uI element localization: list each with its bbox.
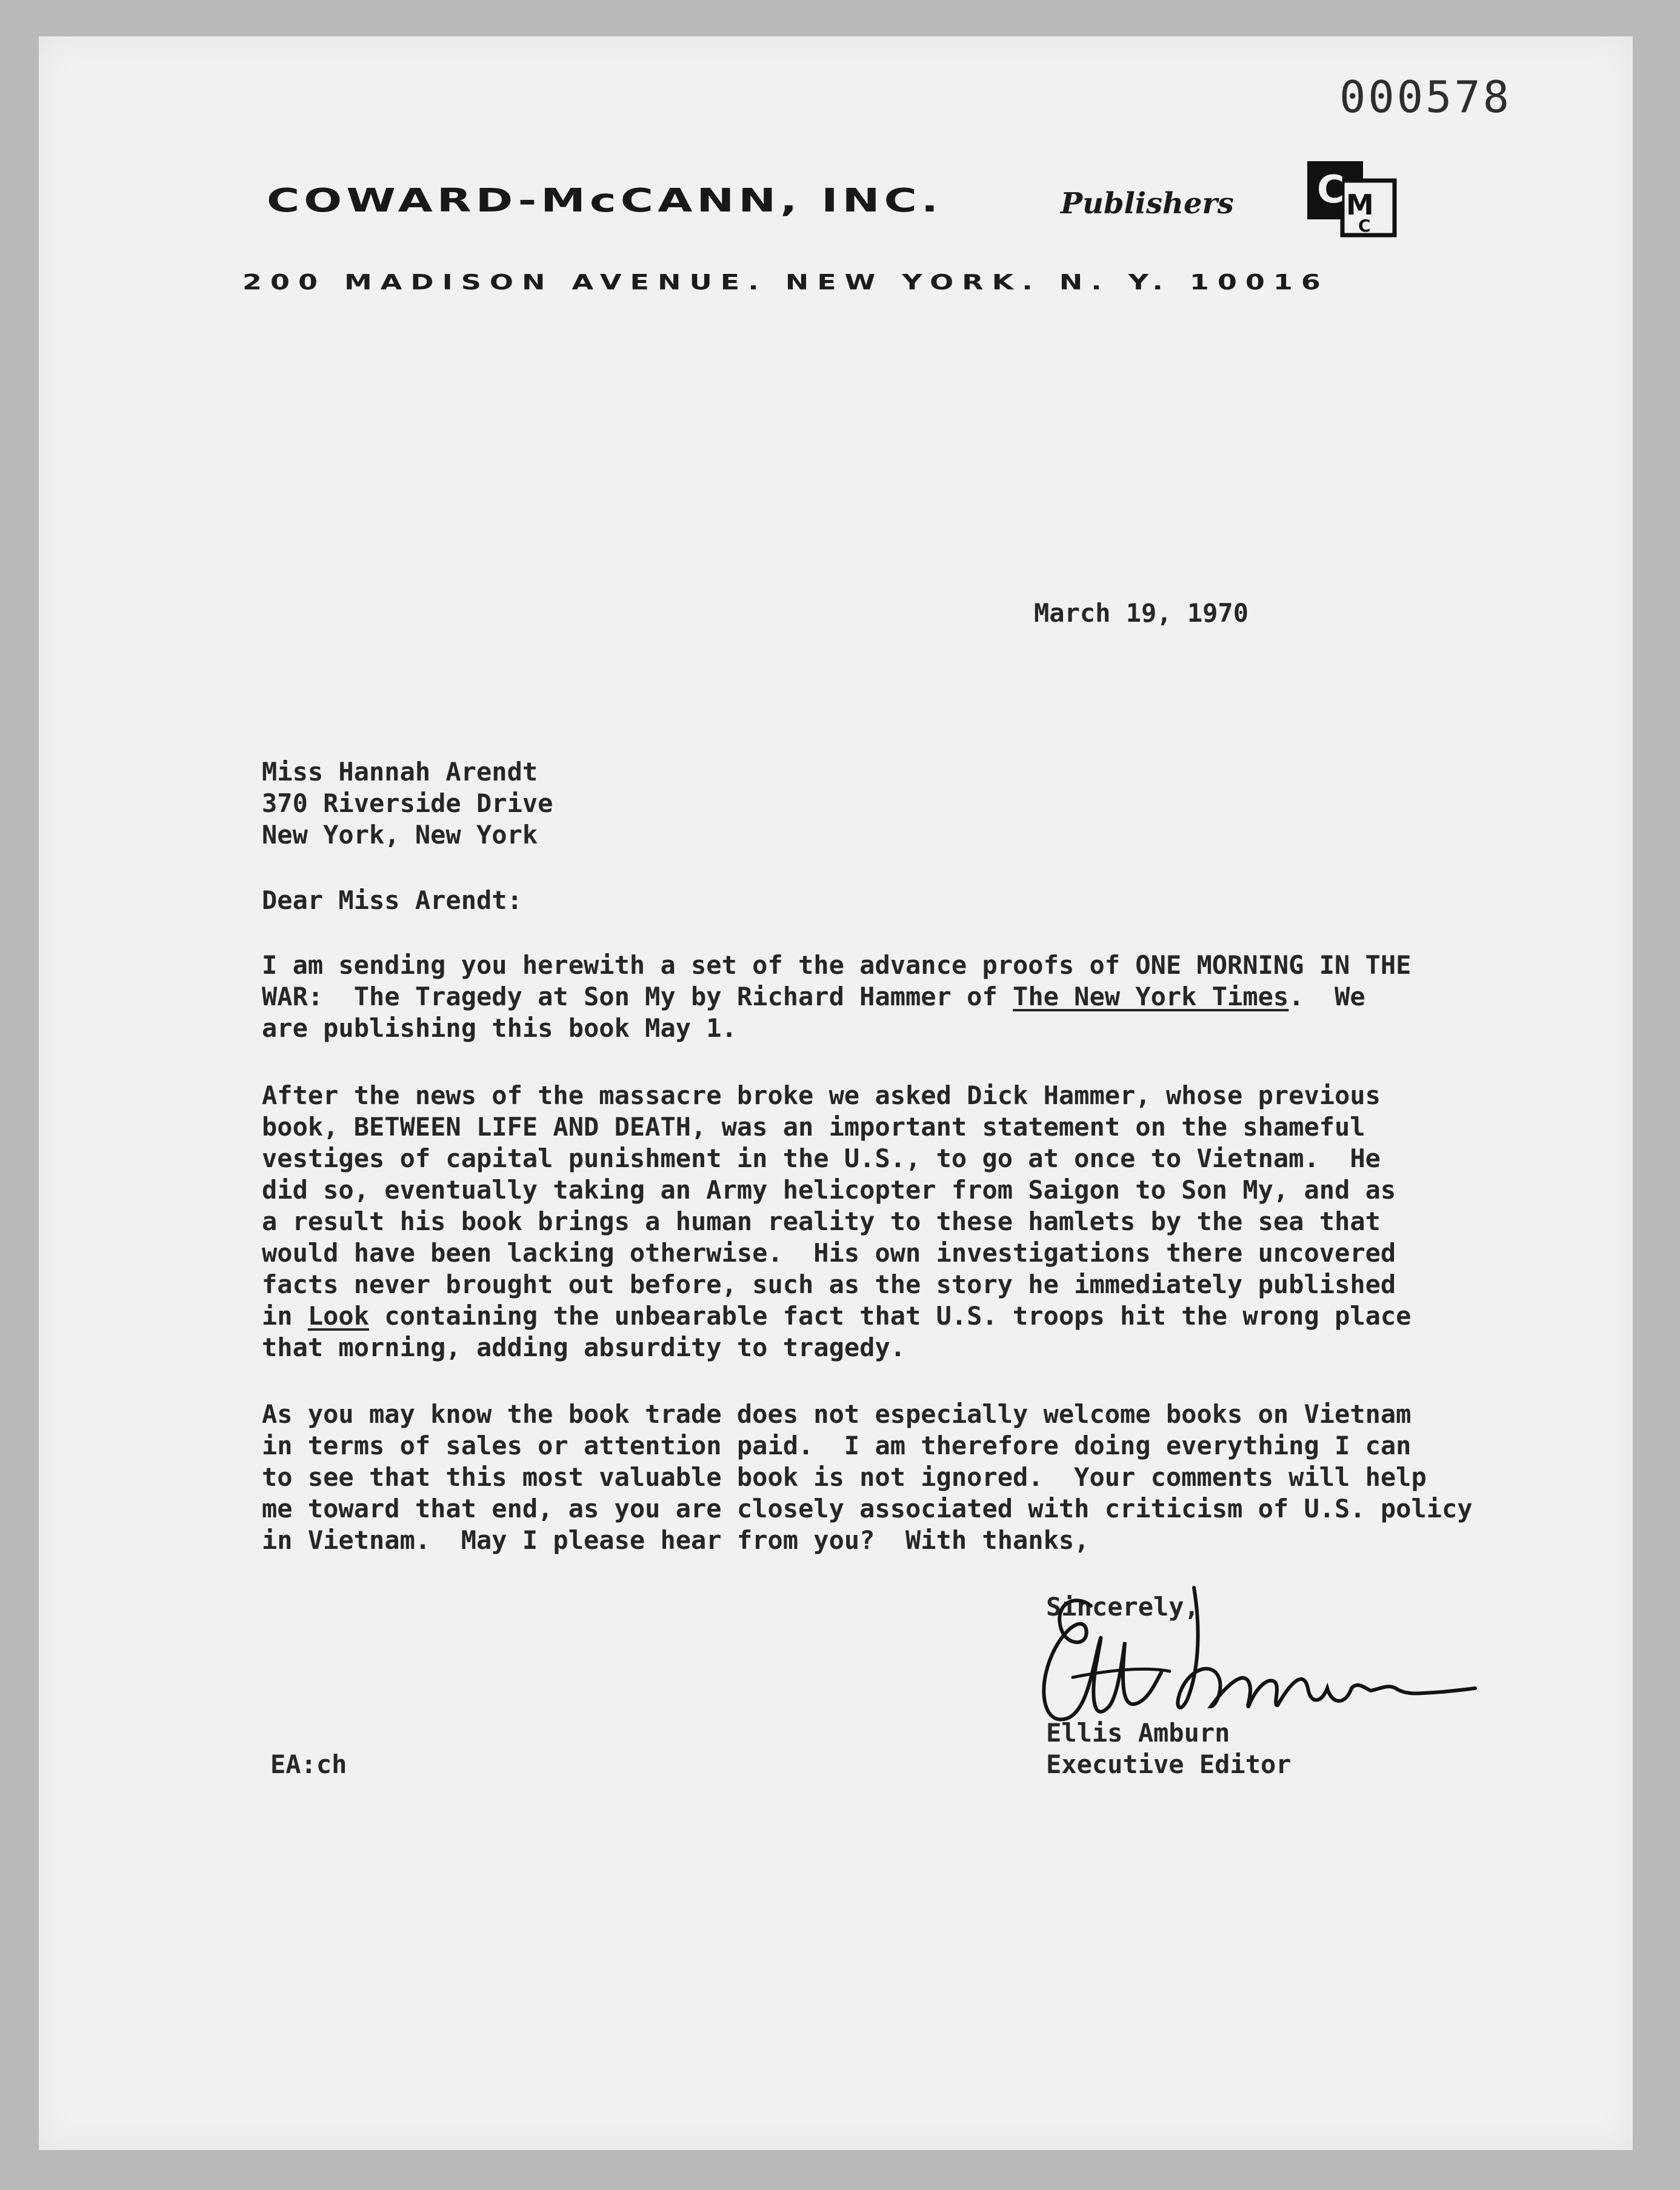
paragraph2-line5: a result his book brings a human reality to these hamlets by the sea that — [262, 1206, 1381, 1236]
paragraph1-line2-text: WAR: The Tragedy at Son My by Richard Hammer of — [262, 982, 1013, 1011]
signer-title: Executive Editor — [1046, 1749, 1292, 1779]
paragraph3-line2: in terms of sales or attention paid. I am therefore doing everything I can — [262, 1431, 1412, 1460]
paragraph2-line2: book, BETWEEN LIFE AND DEATH, was an important statement on the shameful — [262, 1112, 1365, 1142]
recipient-street: 370 Riverside Drive — [262, 788, 553, 818]
salutation: Dear Miss Arendt: — [262, 885, 522, 915]
cmc-logo — [1306, 159, 1397, 238]
paragraph1-line3: are publishing this book May 1. — [262, 1013, 737, 1043]
paragraph2-line8-start: in — [262, 1301, 308, 1331]
paragraph3-line3: to see that this most valuable book is not ignored. Your comments will help — [262, 1462, 1427, 1492]
recipient-name: Miss Hannah Arendt — [262, 757, 538, 787]
paragraph1-line1: I am sending you herewith a set of the advance proofs of ONE MORNING IN THE — [262, 950, 1412, 980]
paragraph2-line8 — [262, 1300, 1411, 1332]
recipient-city: New York, New York — [262, 820, 538, 850]
paragraph2-line4: did so, eventually taking an Army helicopter from Saigon to Son My, and as — [262, 1175, 1396, 1205]
paragraph3-line4: me toward that end, as you are closely associated with criticism of U.S. policy — [262, 1494, 1473, 1523]
paragraph3-line1: As you may know the book trade does not especially welcome books on Vietnam — [262, 1399, 1412, 1429]
svg-text:C: C — [1317, 167, 1345, 211]
paragraph1-line2 — [262, 981, 1365, 1013]
paragraph2-line7: facts never brought out before, such as the story he immediately published — [262, 1270, 1396, 1299]
paragraph2-line6: would have been lacking otherwise. His own investigations there uncovered — [262, 1238, 1396, 1268]
svg-text:C: C — [1358, 216, 1371, 236]
letterhead-publishers: Publishers — [1061, 187, 1234, 221]
letterhead-company: COWARD-McCANN, INC. — [267, 182, 942, 219]
svg-text:M: M — [1346, 188, 1374, 221]
document-number-stamp: 000578 — [1339, 72, 1512, 122]
paragraph3-line5: in Vietnam. May I please hear from you? With thanks, — [262, 1525, 1090, 1555]
closing: Sincerely, — [1046, 1592, 1199, 1622]
letterhead-address: 200 MADISON AVENUE. NEW YORK. N. Y. 10016 — [242, 270, 1329, 295]
paragraph1-line2-end: . We — [1288, 982, 1365, 1011]
paragraph2-line3: vestiges of capital punishment in the U.S., to go at once to Vietnam. He — [262, 1143, 1381, 1173]
magazine-title: Look — [307, 1301, 370, 1331]
paragraph2-line9: that morning, adding absurdity to tragedy. — [262, 1333, 906, 1362]
newspaper-title: The New York Times — [1013, 982, 1289, 1011]
signer-name: Ellis Amburn — [1046, 1718, 1230, 1748]
paragraph2-line8-text: containing the unbearable fact that U.S. troops hit the wrong place — [369, 1301, 1412, 1331]
paragraph2-line1: After the news of the massacre broke we asked Dick Hammer, whose previous — [262, 1080, 1381, 1110]
letter-date: March 19, 1970 — [1034, 598, 1249, 628]
reference-initials: EA:ch — [270, 1749, 347, 1779]
